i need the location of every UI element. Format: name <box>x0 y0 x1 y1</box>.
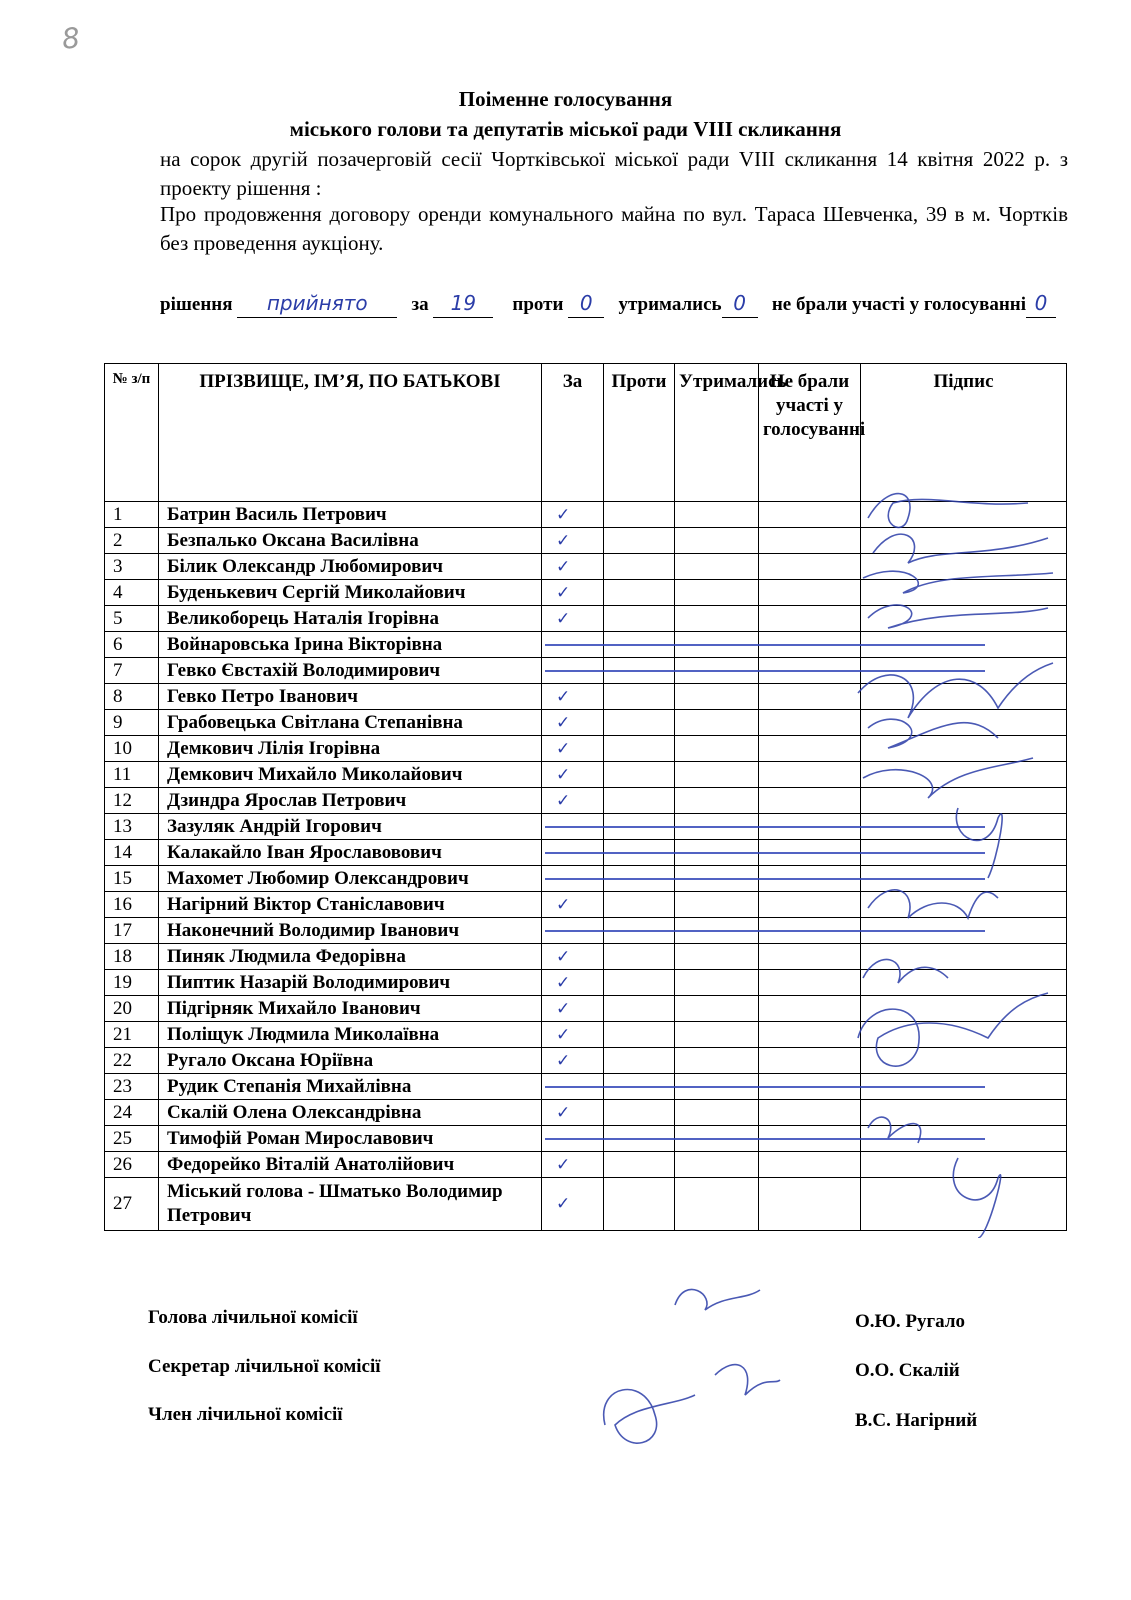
vote-for-mark: ✓ <box>542 528 604 554</box>
not-voted-value: 0 <box>1026 290 1056 318</box>
vote-abstained-cell <box>675 1152 759 1178</box>
vote-against-cell <box>604 1022 675 1048</box>
member-name: Рудик Степанія Михайлівна <box>159 1074 542 1100</box>
member-name: Демкович Михайло Миколайович <box>159 762 542 788</box>
row-number: 3 <box>105 554 159 580</box>
row-number: 14 <box>105 840 159 866</box>
draft-title: Про продовження договору оренди комунального майна по вул. Тараса Шевченка, 39 в м. Чортків без проведення аукціону. <box>160 202 1068 255</box>
row-number: 11 <box>105 762 159 788</box>
vote-not-voted-cell <box>759 970 861 996</box>
row-number: 21 <box>105 1022 159 1048</box>
vote-abstained-cell <box>675 1022 759 1048</box>
member-name: Гевко Євстахій Володимирович <box>159 658 542 684</box>
signature-scribble <box>863 959 948 983</box>
row-number: 19 <box>105 970 159 996</box>
vote-abstained-cell <box>675 944 759 970</box>
vote-against-cell <box>604 554 675 580</box>
vote-not-voted-cell <box>759 684 861 710</box>
vote-not-voted-cell <box>759 528 861 554</box>
member-name: Войнаровська Ірина Вікторівна <box>159 632 542 658</box>
vote-against-cell <box>604 710 675 736</box>
vote-for-mark: ✓ <box>542 944 604 970</box>
vote-abstained-cell <box>675 736 759 762</box>
vote-for-mark: ✓ <box>542 762 604 788</box>
header-for: За <box>542 364 604 502</box>
vote-against-cell <box>604 788 675 814</box>
vote-against-cell <box>604 1048 675 1074</box>
vote-not-voted-cell <box>759 762 861 788</box>
signature-scribble <box>868 605 1048 628</box>
vote-not-voted-cell <box>759 1022 861 1048</box>
vote-not-voted-cell <box>759 710 861 736</box>
row-number: 27 <box>105 1178 159 1231</box>
member-name: Буденькевич Сергій Миколайович <box>159 580 542 606</box>
vote-against-cell <box>604 1100 675 1126</box>
vote-for-mark: ✓ <box>542 554 604 580</box>
abstained-value: 0 <box>722 290 758 318</box>
member-name: Грабовецька Світлана Степанівна <box>159 710 542 736</box>
signature-scribble <box>873 534 1048 563</box>
row-number: 10 <box>105 736 159 762</box>
member-name: Зазуляк Андрій Ігорович <box>159 814 542 840</box>
signature-scribble <box>868 1117 921 1143</box>
row-number: 22 <box>105 1048 159 1074</box>
signature-scribble <box>956 808 1002 878</box>
header-signature: Підпис <box>861 364 1067 502</box>
signature-scribble <box>868 719 998 748</box>
vote-abstained-cell <box>675 580 759 606</box>
header-number: № з/п <box>105 364 159 502</box>
vote-not-voted-cell <box>759 736 861 762</box>
vote-abstained-cell <box>675 1178 759 1231</box>
row-number: 24 <box>105 1100 159 1126</box>
commission-role-1: Голова лічильної комісії <box>148 1307 358 1328</box>
row-number: 23 <box>105 1074 159 1100</box>
vote-for-mark: ✓ <box>542 710 604 736</box>
header-abstained: Утримались <box>675 364 759 502</box>
session-text: на сорок другій позачерговій сесії Чортківської міської ради VIII скликання 14 квітня 2022 р. з проекту рішення : <box>160 147 1068 200</box>
row-number: 17 <box>105 918 159 944</box>
member-name: Гевко Петро Іванович <box>159 684 542 710</box>
vote-not-voted-cell <box>759 944 861 970</box>
vote-against-cell <box>604 1152 675 1178</box>
row-number: 15 <box>105 866 159 892</box>
vote-for-mark: ✓ <box>542 1022 604 1048</box>
vote-against-cell <box>604 528 675 554</box>
decision-summary <box>160 290 1068 318</box>
vote-not-voted-cell <box>759 996 861 1022</box>
member-name: Нагірний Віктор Станіславович <box>159 892 542 918</box>
vote-for-mark: ✓ <box>542 1178 604 1231</box>
vote-abstained-cell <box>675 606 759 632</box>
vote-for-mark: ✓ <box>542 580 604 606</box>
signatures-column <box>848 478 1063 1238</box>
vote-abstained-cell <box>675 1048 759 1074</box>
vote-against-cell <box>604 606 675 632</box>
vote-for-mark: ✓ <box>542 1152 604 1178</box>
member-name: Калакайло Іван Ярославовович <box>159 840 542 866</box>
commission-signatures <box>585 1255 785 1475</box>
vote-abstained-cell <box>675 554 759 580</box>
member-name: Дзиндра Ярослав Петрович <box>159 788 542 814</box>
vote-against-cell <box>604 502 675 528</box>
row-number: 9 <box>105 710 159 736</box>
row-number: 4 <box>105 580 159 606</box>
abstained-label: утримались <box>618 294 722 315</box>
vote-for-mark: ✓ <box>542 996 604 1022</box>
member-name: Міський голова - Шматько Володимир Петрович <box>159 1178 542 1231</box>
vote-for-mark: ✓ <box>542 736 604 762</box>
not-voted-label: не брали участі у голосуванні <box>771 294 1027 315</box>
commission-name-2: О.О. Скалій <box>855 1360 960 1381</box>
vote-abstained-cell <box>675 788 759 814</box>
vote-for-mark: ✓ <box>542 788 604 814</box>
member-name: Махомет Любомир Олександрович <box>159 866 542 892</box>
vote-not-voted-cell <box>759 606 861 632</box>
header-name: ПРІЗВИЩЕ, ІМ’Я, ПО БАТЬКОВІ <box>159 364 542 502</box>
row-number: 13 <box>105 814 159 840</box>
against-label: проти <box>512 294 564 315</box>
vote-for-mark: ✓ <box>542 1100 604 1126</box>
vote-not-voted-cell <box>759 892 861 918</box>
signature-scribble <box>868 890 998 918</box>
vote-against-cell <box>604 684 675 710</box>
signature-scribble <box>858 663 1053 718</box>
vote-abstained-cell <box>675 1100 759 1126</box>
row-number: 8 <box>105 684 159 710</box>
decision-value: прийнято <box>237 290 397 318</box>
signature-scribble <box>858 993 1048 1066</box>
header-not-voted: Не брали участі у голосуванні <box>759 364 861 502</box>
document-title: Поіменне голосування <box>458 87 673 111</box>
vote-against-cell <box>604 762 675 788</box>
commission-role-2: Секретар лічильної комісії <box>148 1356 381 1377</box>
vote-for-mark: ✓ <box>542 1048 604 1074</box>
document-subtitle: міського голови та депутатів міської ради VIII скликання <box>289 117 842 141</box>
member-name: Тимофій Роман Мирославович <box>159 1126 542 1152</box>
row-number: 1 <box>105 502 159 528</box>
member-name: Демкович Лілія Ігорівна <box>159 736 542 762</box>
vote-abstained-cell <box>675 970 759 996</box>
vote-abstained-cell <box>675 502 759 528</box>
vote-not-voted-cell <box>759 580 861 606</box>
row-number: 25 <box>105 1126 159 1152</box>
against-value: 0 <box>568 290 604 318</box>
vote-against-cell <box>604 736 675 762</box>
vote-against-cell <box>604 996 675 1022</box>
row-number: 7 <box>105 658 159 684</box>
page-number: 8 <box>60 21 82 56</box>
decision-label: рішення <box>160 294 233 315</box>
member-name: Великоборець Наталія Ігорівна <box>159 606 542 632</box>
row-number: 26 <box>105 1152 159 1178</box>
vote-against-cell <box>604 580 675 606</box>
member-name: Безпалько Оксана Василівна <box>159 528 542 554</box>
vote-for-mark: ✓ <box>542 502 604 528</box>
member-name: Батрин Василь Петрович <box>159 502 542 528</box>
vote-not-voted-cell <box>759 554 861 580</box>
signature-scribble <box>604 1390 695 1444</box>
for-label: за <box>411 294 429 315</box>
vote-not-voted-cell <box>759 788 861 814</box>
row-number: 20 <box>105 996 159 1022</box>
row-number: 12 <box>105 788 159 814</box>
vote-against-cell <box>604 1178 675 1231</box>
row-number: 16 <box>105 892 159 918</box>
row-number: 18 <box>105 944 159 970</box>
vote-not-voted-cell <box>759 1178 861 1231</box>
vote-for-mark: ✓ <box>542 892 604 918</box>
member-name: Білик Олександр Любомирович <box>159 554 542 580</box>
vote-abstained-cell <box>675 892 759 918</box>
member-name: Підгірняк Михайло Іванович <box>159 996 542 1022</box>
signature-scribble <box>715 1365 780 1395</box>
vote-not-voted-cell <box>759 1048 861 1074</box>
member-name: Скалій Олена Олександрівна <box>159 1100 542 1126</box>
vote-not-voted-cell <box>759 1152 861 1178</box>
commission-name-1: О.Ю. Ругало <box>855 1311 965 1332</box>
row-number: 5 <box>105 606 159 632</box>
vote-abstained-cell <box>675 710 759 736</box>
vote-against-cell <box>604 970 675 996</box>
header-against: Проти <box>604 364 675 502</box>
commission-role-3: Член лічильної комісії <box>148 1404 343 1425</box>
signature-scribble <box>675 1289 760 1310</box>
vote-not-voted-cell <box>759 1100 861 1126</box>
member-name: Федорейко Віталій Анатолійович <box>159 1152 542 1178</box>
member-name: Пиняк Людмила Федорівна <box>159 944 542 970</box>
row-number: 6 <box>105 632 159 658</box>
vote-against-cell <box>604 892 675 918</box>
signature-scribble <box>863 758 1033 798</box>
member-name: Пиптик Назарій Володимирович <box>159 970 542 996</box>
vote-not-voted-cell <box>759 502 861 528</box>
vote-abstained-cell <box>675 762 759 788</box>
signature-scribble <box>953 1158 1000 1238</box>
vote-abstained-cell <box>675 528 759 554</box>
signature-scribble <box>863 571 1053 593</box>
commission-name-3: В.С. Нагірний <box>855 1410 978 1431</box>
member-name: Наконечний Володимир Іванович <box>159 918 542 944</box>
vote-for-mark: ✓ <box>542 970 604 996</box>
member-name: Поліщук Людмила Миколаївна <box>159 1022 542 1048</box>
for-value: 19 <box>433 290 493 318</box>
vote-for-mark: ✓ <box>542 684 604 710</box>
vote-abstained-cell <box>675 996 759 1022</box>
member-name: Ругало Оксана Юріївна <box>159 1048 542 1074</box>
vote-for-mark: ✓ <box>542 606 604 632</box>
vote-against-cell <box>604 944 675 970</box>
vote-abstained-cell <box>675 684 759 710</box>
signature-scribble <box>868 494 1028 528</box>
row-number: 2 <box>105 528 159 554</box>
